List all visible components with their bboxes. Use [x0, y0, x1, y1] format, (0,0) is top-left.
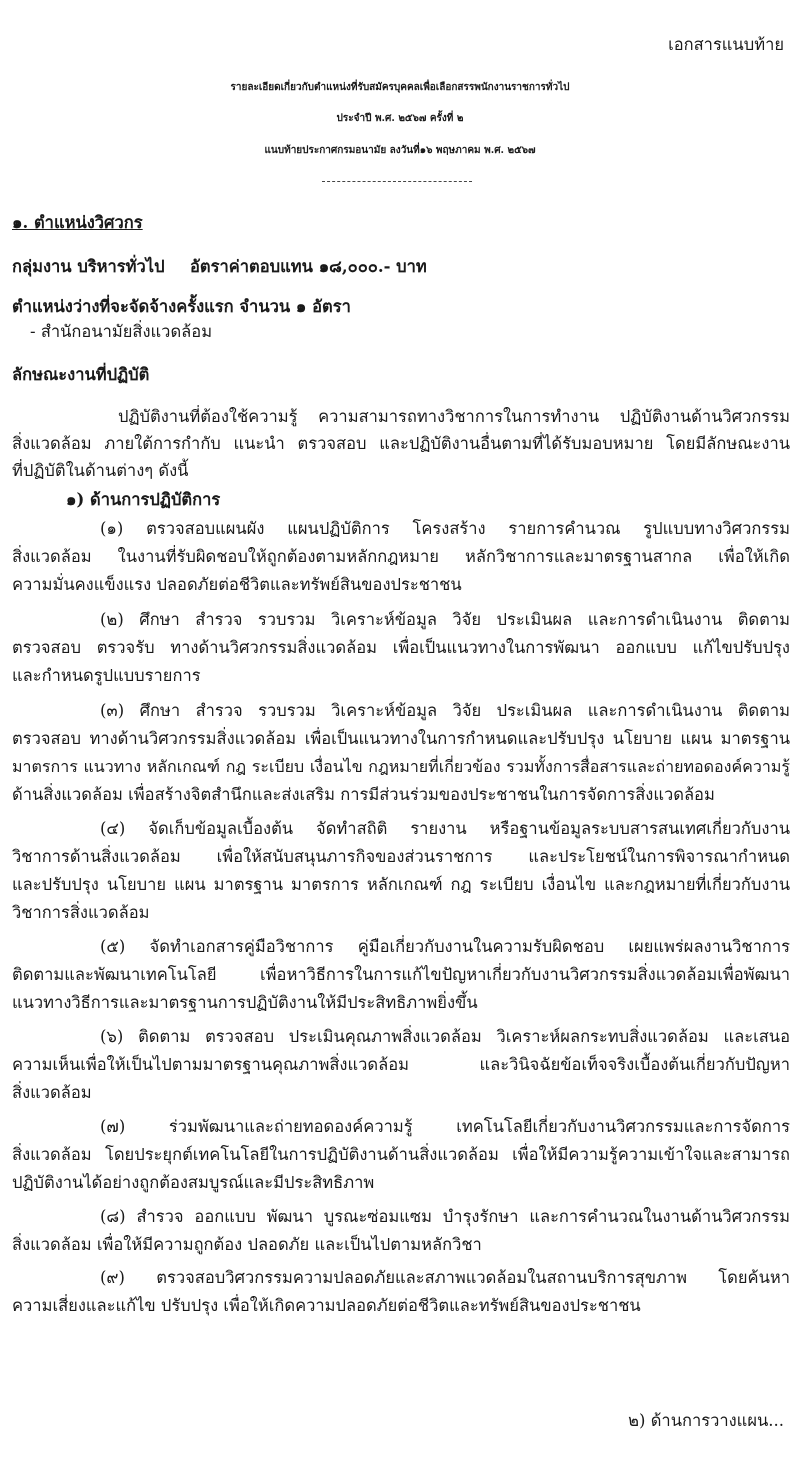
duty-item-line: แนวทางวิธีการและมาตรฐานการปฏิบัติงานให้มีประสิทธิภาพยิ่งขึ้น	[12, 993, 478, 1012]
duty-item-line: มาตรการ แนวทาง หลักเกณฑ์ กฎ ระเบียบ เงื่อนไข กฎหมายที่เกี่ยวข้อง รวมทั้งการสื่อสารและถ่ายทอดองค์ความรู้	[12, 757, 790, 776]
duty-item-line: และกำหนดรูปแบบรายการ	[12, 666, 201, 685]
duty-item-line: ความเห็นเพื่อให้เป็นไปตามมาตรฐานคุณภาพสิ่งแวดล้อม และวินิจฉัยข้อเท็จจริงเบื้องต้นเกี่ยวกับปัญหา	[12, 1055, 790, 1074]
duty-item-line: (๘) สำรวจ ออกแบบ พัฒนา บูรณะซ่อมแซม บำรุงรักษา และการคำนวณในงานด้านวิศวกรรม	[100, 1207, 790, 1226]
duty-item-line: (๗) ร่วมพัฒนาและถ่ายทอดองค์ความรู้ เทคโนโลยีเกี่ยวกับงานวิศวกรรมและการจัดการ	[100, 1117, 790, 1136]
duty-item-line: ติดตามและพัฒนาเทคโนโลยี เพื่อหาวิธีการในการแก้ไขปัญหาเกี่ยวกับงานวิศวกรรมสิ่งแวดล้อมเพื่อพัฒนา	[12, 965, 790, 984]
duty-item-line: (๔) จัดเก็บข้อมูลเบื้องต้น จัดทำสถิติ รายงาน หรือฐานข้อมูลระบบสารสนเทศเกี่ยวกับงาน	[100, 819, 790, 838]
duty-item-line: (๒) ศึกษา สำรวจ รวบรวม วิเคราะห์ข้อมูล วิจัย ประเมินผล และการดำเนินงาน ติดตาม	[100, 610, 790, 629]
intro-line: ปฏิบัติงานที่ต้องใช้ความรู้ ความสามารถทางวิชาการในการทำงาน ปฏิบัติงานด้านวิศวกรรม	[118, 407, 790, 426]
title-divider	[322, 181, 472, 182]
continued-marker: ๒) ด้านการวางแผน...	[628, 1411, 784, 1430]
group-label: กลุ่มงาน บริหารทั่วไป	[12, 257, 165, 276]
document-title-line-2: ประจำปี พ.ศ. ๒๕๖๗ ครั้งที่ ๒	[336, 113, 464, 124]
duty-item-line: (๕) จัดทำเอกสารคู่มือวิชาการ คู่มือเกี่ยวกับงานในความรับผิดชอบ เผยแพร่ผลงานวิชาการ	[100, 937, 790, 956]
section-operations-title: ๑) ด้านการปฏิบัติการ	[66, 490, 221, 509]
document-title-line-3: แนบท้ายประกาศกรมอนามัย ลงวันที่๑๖ พฤษภาคม พ.ศ. ๒๕๖๗	[264, 145, 536, 156]
duty-item-line: สิ่งแวดล้อม	[12, 1083, 92, 1102]
duty-item-line: ตรวจสอบ ตรวจรับ ทางด้านวิศวกรรมสิ่งแวดล้อม เพื่อเป็นแนวทางในการพัฒนา ออกแบบ แก้ไขปรับปรุง	[12, 638, 790, 657]
duty-item-line: ปฏิบัติงานได้อย่างถูกต้องสมบูรณ์และมีประสิทธิภาพ	[12, 1173, 375, 1192]
duty-item-line: (๓) ศึกษา สำรวจ รวบรวม วิเคราะห์ข้อมูล วิจัย ประเมินผล และการดำเนินงาน ติดตาม	[100, 701, 790, 720]
duty-item-line: สิ่งแวดล้อม เพื่อให้มีความถูกต้อง ปลอดภัย และเป็นไปตามหลักวิชา	[12, 1235, 482, 1254]
duty-item-line: (๖) ติดตาม ตรวจสอบ ประเมินคุณภาพสิ่งแวดล้อม วิเคราะห์ผลกระทบสิ่งแวดล้อม และเสนอ	[100, 1027, 790, 1046]
duty-item-line: ความเสี่ยงและแก้ไข ปรับปรุง เพื่อให้เกิดความปลอดภัยต่อชีวิตและทรัพย์สินของประชาชน	[12, 1296, 641, 1315]
duty-item-line: วิชาการสิ่งแวดล้อม	[12, 903, 150, 922]
duty-item-line: ด้านสิ่งแวดล้อม เพื่อสร้างจิตสำนึกและส่งเสริม การมีส่วนร่วมของประชาชนในการจัดการสิ่งแวดล้อม	[12, 785, 715, 804]
duty-item-line: สิ่งแวดล้อม ในงานที่รับผิดชอบให้ถูกต้องตามหลักกฎหมาย หลักวิชาการและมาตรฐานสากล เพื่อให้เกิด	[12, 547, 790, 566]
duty-item-line: ตรวจสอบ ทางด้านวิศวกรรมสิ่งแวดล้อม เพื่อเป็นแนวทางในการกำหนดและปรับปรุง นโยบาย แผน มาตรฐาน	[12, 729, 790, 748]
vacancy-text: ตำแหน่งว่างที่จะจัดจ้างครั้งแรก จำนวน ๑ อัตรา	[12, 297, 351, 316]
duty-item-line: และปรับปรุง นโยบาย แผน มาตรฐาน มาตรการ หลักเกณฑ์ กฎ ระเบียบ เงื่อนไข และกฎหมายที่เกี่ยวกับงาน	[12, 875, 790, 894]
position-title: ๑. ตำแหน่งวิศวกร	[12, 213, 143, 232]
document-title-line-1: รายละเอียดเกี่ยวกับตำแหน่งที่รับสมัครบุคคลเพื่อเลือกสรรพนักงานราชการทั่วไป	[230, 82, 570, 93]
duty-item-line: ความมั่นคงแข็งแรง ปลอดภัยต่อชีวิตและทรัพย์สินของประชาชน	[12, 575, 462, 594]
attachment-label: เอกสารแนบท้าย	[668, 35, 784, 54]
intro-line: สิ่งแวดล้อม ภายใต้การกำกับ แนะนำ ตรวจสอบ และปฏิบัติงานอื่นตามที่ได้รับมอบหมาย โดยมีลักษณะงาน	[12, 434, 790, 453]
duty-item-line: สิ่งแวดล้อม โดยประยุกต์เทคโนโลยีในการปฏิบัติงานด้านสิ่งแวดล้อม เพื่อให้มีความรู้ความเข้าใจและสามารถ	[12, 1145, 790, 1164]
duty-item-line: (๙) ตรวจสอบวิศวกรรมความปลอดภัยและสภาพแวดล้อมในสถานบริการสุขภาพ โดยค้นหา	[100, 1268, 790, 1287]
duty-item-line: (๑) ตรวจสอบแผนผัง แผนปฏิบัติการ โครงสร้าง รายการคำนวณ รูปแบบทางวิศวกรรม	[100, 519, 790, 538]
duties-heading: ลักษณะงานที่ปฏิบัติ	[12, 365, 150, 384]
rate-label: อัตราค่าตอบแทน ๑๘,๐๐๐.- บาท	[190, 257, 427, 276]
duty-item-line: วิชาการด้านสิ่งแวดล้อม เพื่อให้สนับสนุนภารกิจของส่วนราชการ และประโยชน์ในการพิจารณากำหนด	[12, 847, 790, 866]
unit-text: - สำนักอนามัยสิ่งแวดล้อม	[30, 322, 213, 341]
intro-line: ที่ปฏิบัติในด้านต่างๆ ดังนี้	[12, 461, 189, 480]
